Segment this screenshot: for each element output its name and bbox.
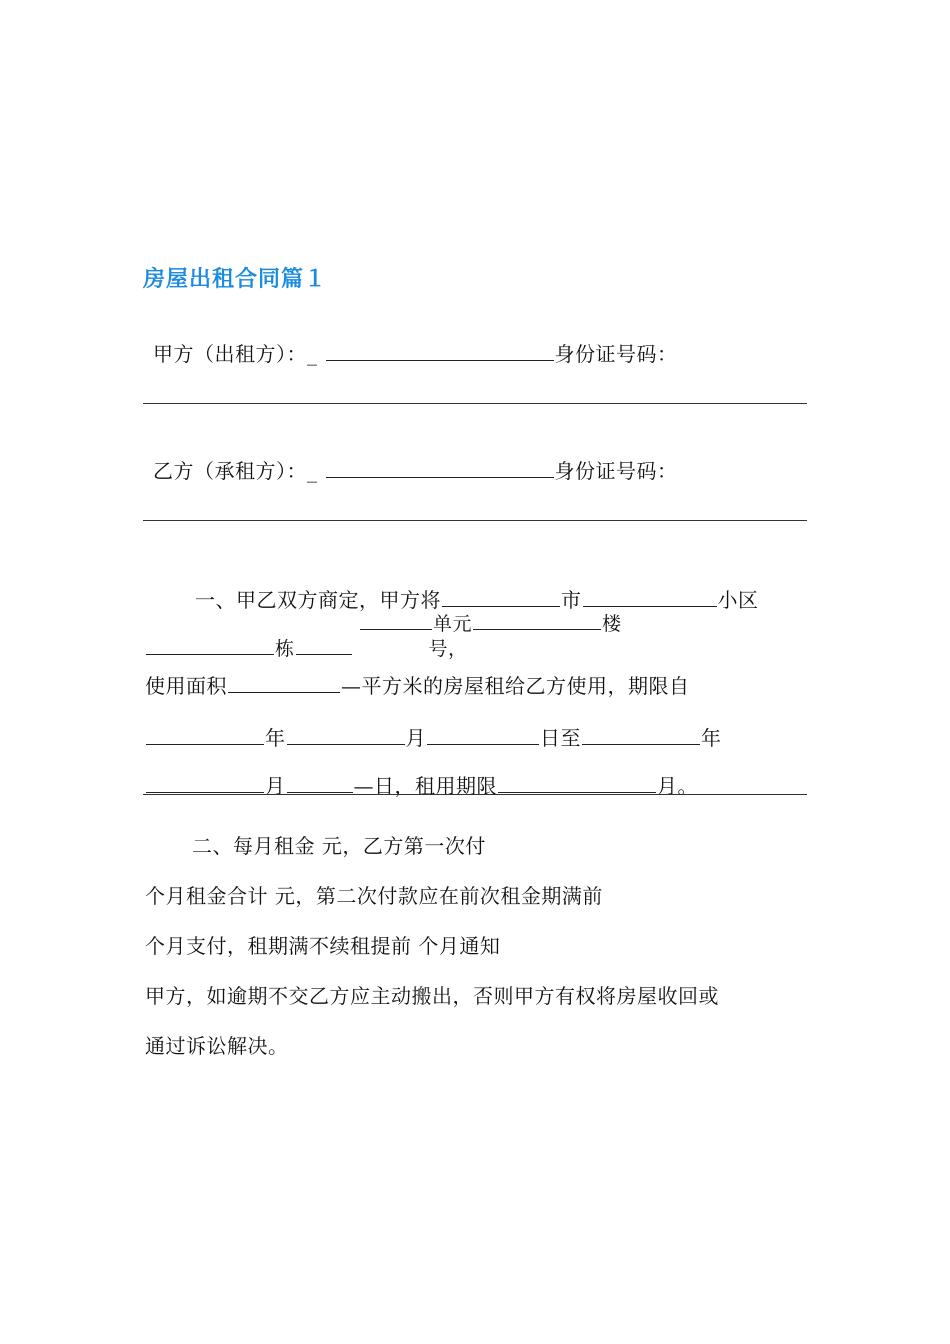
community-label: 小区 xyxy=(717,588,759,612)
party-b-label: 乙方（承租方）：_ xyxy=(153,459,318,483)
start-year-label: 年 xyxy=(265,726,286,750)
party-a-id-rule xyxy=(143,403,807,404)
end-month-blank xyxy=(146,791,264,793)
floor-label: 楼 xyxy=(602,613,622,635)
clause1-line4 xyxy=(145,670,690,699)
clause1-line3 xyxy=(145,634,468,661)
building-label: 栋 xyxy=(275,638,295,660)
party-a-name-blank xyxy=(326,359,554,361)
city-blank xyxy=(442,605,560,607)
unit-label: 单元 xyxy=(433,613,473,635)
number-blank xyxy=(296,653,352,655)
area-label: 使用面积 xyxy=(145,674,227,698)
party-a-label: 甲方（出租方）：_ xyxy=(153,342,318,366)
party-b-id-rule xyxy=(143,520,807,521)
party-b-line xyxy=(153,455,678,484)
clause1-line2 xyxy=(359,609,622,636)
party-a-id-label: 身份证号码： xyxy=(554,342,678,366)
end-day-blank xyxy=(287,791,353,793)
building-blank xyxy=(146,653,274,655)
end-day-label: —日，租用期限 xyxy=(353,774,497,798)
unit-blank xyxy=(360,628,432,630)
city-label: 市 xyxy=(561,588,582,612)
party-a-line xyxy=(153,338,678,367)
start-month-blank xyxy=(287,743,405,745)
party-b-name-blank xyxy=(326,476,554,478)
heading: 房屋出租合同篇１ xyxy=(143,267,328,292)
clause2-line5: 通过诉讼解决。 xyxy=(145,1034,289,1058)
start-year-blank xyxy=(146,743,264,745)
start-month-label: 月 xyxy=(405,726,426,750)
end-year-blank xyxy=(582,743,700,745)
floor-blank xyxy=(473,628,601,630)
lease-months-blank xyxy=(498,791,656,793)
party-b-id-label: 身份证号码： xyxy=(554,459,678,483)
clause2-line4: 甲方，如逾期不交乙方应主动搬出，否则甲方有权将房屋收回或 xyxy=(145,984,719,1008)
lease-months-label: 月。 xyxy=(657,774,698,798)
start-day-label: 日至 xyxy=(540,726,581,750)
start-day-blank xyxy=(427,743,539,745)
clause2-line3: 个月支付，租期满不续租提前 个月通知 xyxy=(145,934,501,958)
end-month-label: 月 xyxy=(265,774,286,798)
clause1-line5 xyxy=(145,722,722,751)
clause2-line2: 个月租金合计 元，第二次付款应在前次租金期满前 xyxy=(145,884,603,908)
clause1-bottom-rule xyxy=(143,794,807,795)
community-blank xyxy=(583,605,717,607)
clause1-prefix: 一、甲乙双方商定，甲方将 xyxy=(195,588,441,612)
number-label: 号， xyxy=(428,638,468,660)
end-year-label: 年 xyxy=(701,726,722,750)
area-suffix: —平方米的房屋租给乙方使用，期限自 xyxy=(341,674,690,698)
area-blank xyxy=(228,691,340,693)
clause2-line1: 二、每月租金 元，乙方第一次付 xyxy=(192,834,486,858)
